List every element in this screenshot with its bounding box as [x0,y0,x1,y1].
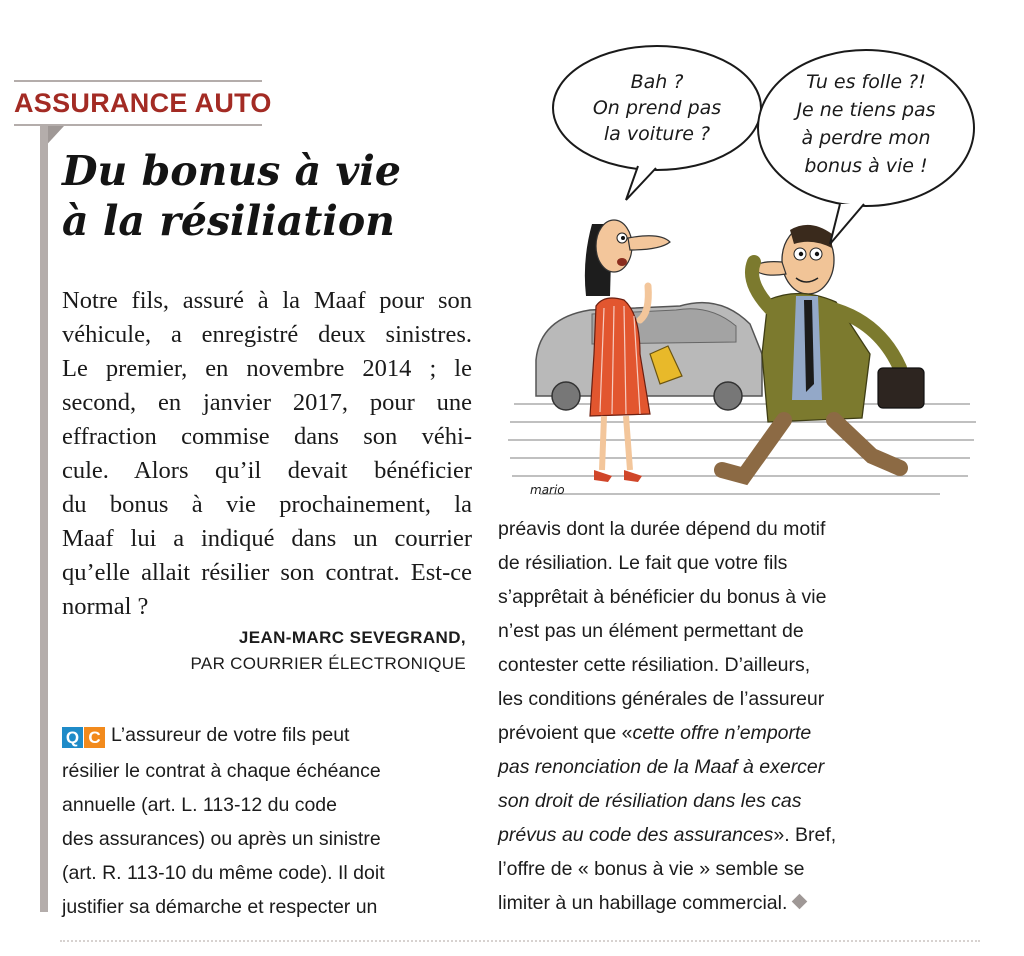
question-line: Le premier, en novembre 2014 ; le [62,355,472,382]
question-line: effraction commise dans son véhi- [62,423,472,450]
quote-italic: cette offre n’emporte [632,722,812,744]
left-sidebar-bar [40,126,48,912]
answer-column-2 [498,512,898,920]
question-line: du bonus à vie prochainement, la [62,491,472,518]
bubble-right-line-2: Je ne tiens pas [796,99,936,121]
author-name: JEAN-MARC SEVEGRAND, [238,628,466,647]
answer-text: limiter à un habillage commercial. [498,892,788,914]
section-label: ASSURANCE AUTO [14,88,272,118]
car-icon [536,303,762,410]
bubble-right-line-1: Tu es folle ?! [806,71,926,93]
answer-line [498,750,898,784]
headline-line-1: Du bonus à vie [62,147,401,195]
section-rule-top [14,80,262,82]
answer-line [498,784,898,818]
bubble-right-line-4: bonus à vie ! [804,155,928,177]
answer-text: ». Bref, [773,824,837,846]
answer-text: prévoient que « [498,722,633,744]
headline [62,146,401,246]
question-line: Notre fils, assuré à la Maaf pour son [62,287,472,314]
bubble-left-line-3: la voiture ? [603,123,711,145]
answer-line: justifier sa démarche et respecter un [62,896,378,918]
answer-column-1 [62,718,448,924]
question-line: normal ? [62,593,149,620]
answer-line [62,718,448,754]
answer-line: de résiliation. Le fait que votre fils [498,552,788,574]
answer-line: contester cette résiliation. D’ailleurs, [498,654,811,676]
cartoon-illustration [500,24,978,510]
question-line: véhicule, a enregistré deux sinistres. [62,321,472,348]
bubble-left-line-1: Bah ? [630,71,684,93]
quote-italic: pas renonciation de la Maaf à exercer [498,756,825,778]
answer-line: (art. R. 113-10 du même code). Il doit [62,862,385,884]
answer-line: les conditions générales de l’assureur [498,688,825,710]
answer-line: des assurances) ou après un sinistre [62,828,381,850]
answer-line [498,818,898,852]
cartoonist-signature: mario [530,483,565,497]
question-line: second, en janvier 2017, pour une [62,389,472,416]
answer-line [498,716,898,750]
answer-line: annuelle (art. L. 113-12 du code [62,794,337,816]
quote-italic: prévus au code des assurances [498,824,774,846]
answer-line: n’est pas un élément permettant de [498,620,804,642]
headline-line-2: à la résiliation [62,197,395,245]
bubble-right-line-3: à perdre mon [801,127,931,149]
answer-line: s’apprêtait à bénéficier du bonus à vie [498,586,827,608]
reader-question [62,284,472,624]
question-line: Maaf lui a indiqué dans un courrier [62,525,472,552]
author-via: PAR COURRIER ÉLECTRONIQUE [190,654,466,673]
end-mark-icon [792,894,808,910]
qc-badge-q: Q [62,727,83,748]
answer-line: l’offre de « bonus à vie » semble se [498,858,805,880]
qc-badge-c: C [84,727,105,748]
woman-figure [585,220,682,482]
speech-bubble-left [553,46,761,200]
answer-line [498,886,898,920]
qc-badge [62,720,106,754]
answer-text: L’assureur de votre fils peut [111,724,350,746]
question-line: cule. Alors qu’il devait bénéficier [62,457,472,484]
question-line: qu’elle allait résilier son contrat. Est-ce [62,559,472,586]
answer-line: préavis dont la durée dépend du motif [498,518,826,540]
speech-bubble-right [758,50,974,244]
quote-italic: son droit de résiliation dans les cas [498,790,802,812]
bubble-left-line-2: On prend pas [592,97,722,119]
page-bottom-divider [60,940,980,944]
answer-line: résilier le contrat à chaque échéance [62,760,381,782]
